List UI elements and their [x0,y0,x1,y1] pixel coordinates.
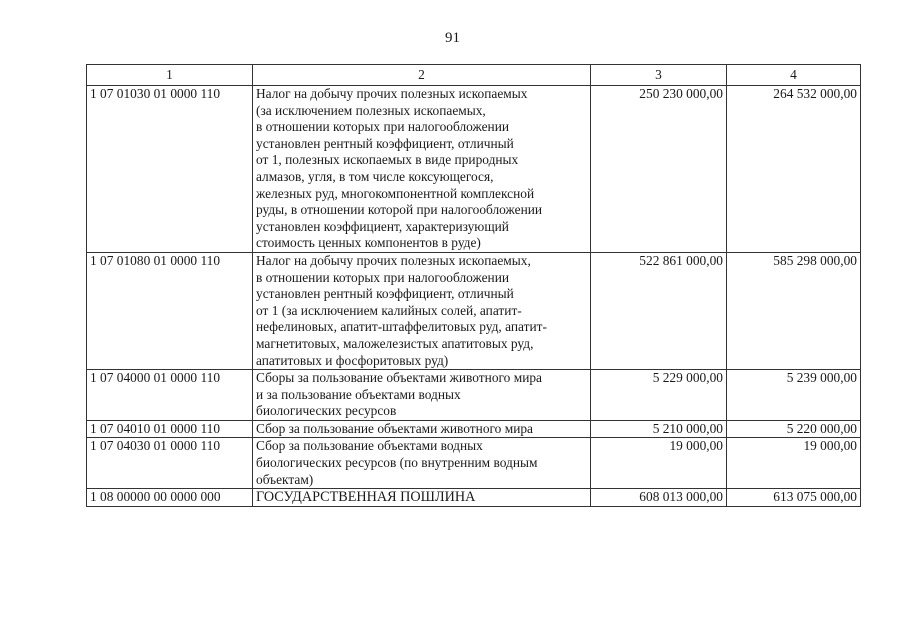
row-amount-col4: 264 532 000,00 [727,86,861,253]
row-name [253,489,591,507]
row-name-line: от 1, полезных ископаемых в виде природных [256,152,519,168]
row-name-line: железных руд, многокомпонентной комплексной [256,185,535,201]
row-amount-col4: 613 075 000,00 [727,489,861,507]
row-amount-col3: 608 013 000,00 [591,489,727,507]
row-name-line: ГОСУДАРСТВЕННАЯ ПОШЛИНА [256,489,476,506]
row-amount-col4: 19 000,00 [727,438,861,489]
row-amount-col4: 5 239 000,00 [727,370,861,421]
row-name-line: в отношении которых при налогообложении [256,269,510,285]
row-name-line: нефелиновых, апатит-штаффелитовых руд, апатит- [256,319,547,335]
row-name [253,438,591,489]
row-code: 1 08 00000 00 0000 000 [87,489,253,507]
row-name-line: биологических ресурсов [256,403,397,419]
row-amount-col3: 5 210 000,00 [591,420,727,438]
table-row [87,438,861,489]
header-col-2: 2 [253,65,591,86]
row-name-line: Налог на добычу прочих полезных ископаемых, [256,252,531,268]
row-code: 1 07 04010 01 0000 110 [87,420,253,438]
row-name-line: апатитовых и фосфоритовых руд) [256,352,449,368]
row-name-line: Налог на добычу прочих полезных ископаемых [256,86,528,101]
table-row [87,86,861,253]
header-col-4: 4 [727,65,861,86]
row-name-line: установлен рентный коэффициент, отличный [256,135,514,151]
row-name [253,86,591,253]
row-name-line: в отношении которых при налогообложении [256,119,510,135]
table-row [87,489,861,507]
row-code: 1 07 04000 01 0000 110 [87,370,253,421]
table-row [87,420,861,438]
row-name [253,252,591,369]
row-amount-col3: 5 229 000,00 [591,370,727,421]
row-name-line: от 1 (за исключением калийных солей, апатит- [256,302,522,318]
row-name-line: руды, в отношении которой при налогообложении [256,202,543,218]
row-code: 1 07 01030 01 0000 110 [87,86,253,253]
header-col-3: 3 [591,65,727,86]
row-name-line: Сбор за пользование объектами водных [256,438,483,454]
row-amount-col3: 250 230 000,00 [591,86,727,253]
row-name-line: (за исключением полезных ископаемых, [256,102,486,118]
row-amount-col3: 19 000,00 [591,438,727,489]
row-amount-col3: 522 861 000,00 [591,252,727,369]
row-name-line: биологических ресурсов (по внутренним водным [256,455,538,471]
table-body [87,86,861,507]
row-name-line: установлен рентный коэффициент, отличный [256,286,514,302]
row-name [253,420,591,438]
row-name-line: стоимость ценных компонентов в руде) [256,235,481,251]
row-name-line: Сбор за пользование объектами животного мира [256,420,533,436]
row-name-line: Сборы за пользование объектами животного мира [256,370,542,386]
row-amount-col4: 5 220 000,00 [727,420,861,438]
row-code: 1 07 01080 01 0000 110 [87,252,253,369]
row-name-line: установлен коэффициент, характеризующий [256,218,509,234]
row-amount-col4: 585 298 000,00 [727,252,861,369]
header-row [87,65,861,86]
table-row [87,370,861,421]
row-name-line: объектам) [256,471,314,487]
page-number: 91 [445,30,460,46]
budget-table [86,64,861,507]
table-row [87,252,861,369]
row-name-line: и за пользование объектами водных [256,386,461,402]
row-name-line: алмазов, угля, в том числе коксующегося, [256,168,494,184]
row-name [253,370,591,421]
row-name-line: магнетитовых, маложелезистых апатитовых руд, [256,335,534,351]
row-code: 1 07 04030 01 0000 110 [87,438,253,489]
header-col-1: 1 [87,65,253,86]
